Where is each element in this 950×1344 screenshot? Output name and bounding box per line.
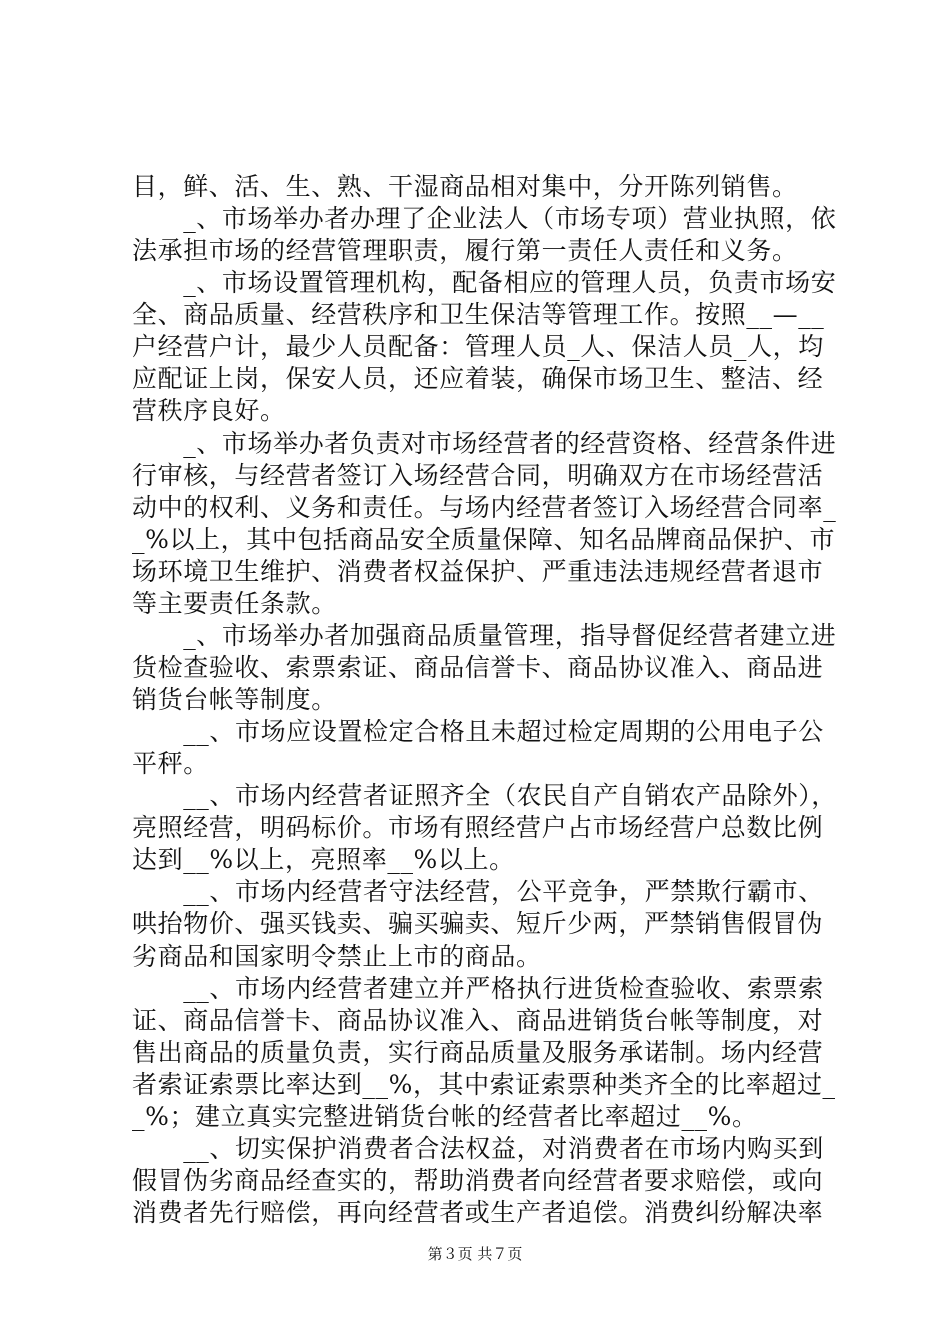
page-number-footer: 第３页 共７页 <box>427 1245 523 1263</box>
text-line: __、市场内经营者证照齐全（农民自产自销农产品除外）， <box>132 781 837 810</box>
text-line: 全、商品质量、经营秩序和卫生保洁等管理工作。按照__—__ <box>132 300 825 329</box>
text-line: 营秩序良好。 <box>132 396 286 425</box>
text-line: 达到__%以上，亮照率__%以上。 <box>132 845 515 874</box>
text-line: _%以上，其中包括商品安全质量保障、知名品牌商品保护、市 <box>132 525 836 554</box>
text-line: 法承担市场的经营管理职责，履行第一责任人责任和义务。 <box>132 236 798 265</box>
text-line: 劣商品和国家明令禁止上市的商品。 <box>132 942 542 971</box>
text-line: 证、商品信誉卡、商品协议准入、商品进销货台帐等制度，对 <box>132 1006 824 1035</box>
text-line: 售出商品的质量负责，实行商品质量及服务承诺制。场内经营 <box>132 1038 824 1067</box>
text-line: 目，鲜、活、生、熟、干湿商品相对集中，分开陈列销售。 <box>132 172 798 201</box>
text-line: _、市场设置管理机构，配备相应的管理人员，负责市场安 <box>132 268 837 297</box>
text-line: 平秤。 <box>132 749 209 778</box>
text-line: 动中的权利、义务和责任。与场内经营者签订入场经营合同率_ <box>132 493 837 522</box>
text-line: __、市场内经营者建立并严格执行进货检查验收、索票索 <box>132 974 824 1003</box>
text-line: __、市场应设置检定合格且未超过检定周期的公用电子公 <box>132 717 824 746</box>
text-line: __、市场内经营者守法经营，公平竞争，严禁欺行霸市、 <box>132 877 824 906</box>
text-line: 销货台帐等制度。 <box>132 685 337 714</box>
text-line: 户经营户计，最少人员配备：管理人员_人、保洁人员_人，均 <box>132 332 824 361</box>
text-line: _、市场举办者加强商品质量管理，指导督促经营者建立进 <box>132 621 837 650</box>
text-line: 哄抬物价、强买钱卖、骗买骗卖、短斤少两，严禁销售假冒伪 <box>132 909 824 938</box>
text-line: 货检查验收、索票索证、商品信誉卡、商品协议准入、商品进 <box>132 653 824 682</box>
text-line: 消费者先行赔偿，再向经营者或生产者追偿。消费纠纷解决率 <box>132 1198 824 1227</box>
text-line: 场环境卫生维护、消费者权益保护、严重违法违规经营者退市 <box>132 557 824 586</box>
text-line: _、市场举办者负责对市场经营者的经营资格、经营条件进 <box>132 429 837 458</box>
text-line: 亮照经营，明码标价。市场有照经营户占市场经营户总数比例 <box>132 813 824 842</box>
text-line: 行审核，与经营者签订入场经营合同，明确双方在市场经营活 <box>132 461 824 490</box>
text-line: 假冒伪劣商品经查实的，帮助消费者向经营者要求赔偿，或向 <box>132 1166 824 1195</box>
text-line: 应配证上岗，保安人员，还应着装，确保市场卫生、整洁、经 <box>132 364 824 393</box>
text-line: 者索证索票比率达到__%，其中索证索票种类齐全的比率超过_ <box>132 1070 836 1099</box>
text-line: _%；建立真实完整进销货台帐的经营者比率超过__%。 <box>132 1102 758 1131</box>
text-line: __、切实保护消费者合法权益，对消费者在市场内购买到 <box>132 1134 824 1163</box>
text-line: 等主要责任条款。 <box>132 589 337 618</box>
text-line: _、市场举办者办理了企业法人（市场专项）营业执照，依 <box>132 204 837 233</box>
